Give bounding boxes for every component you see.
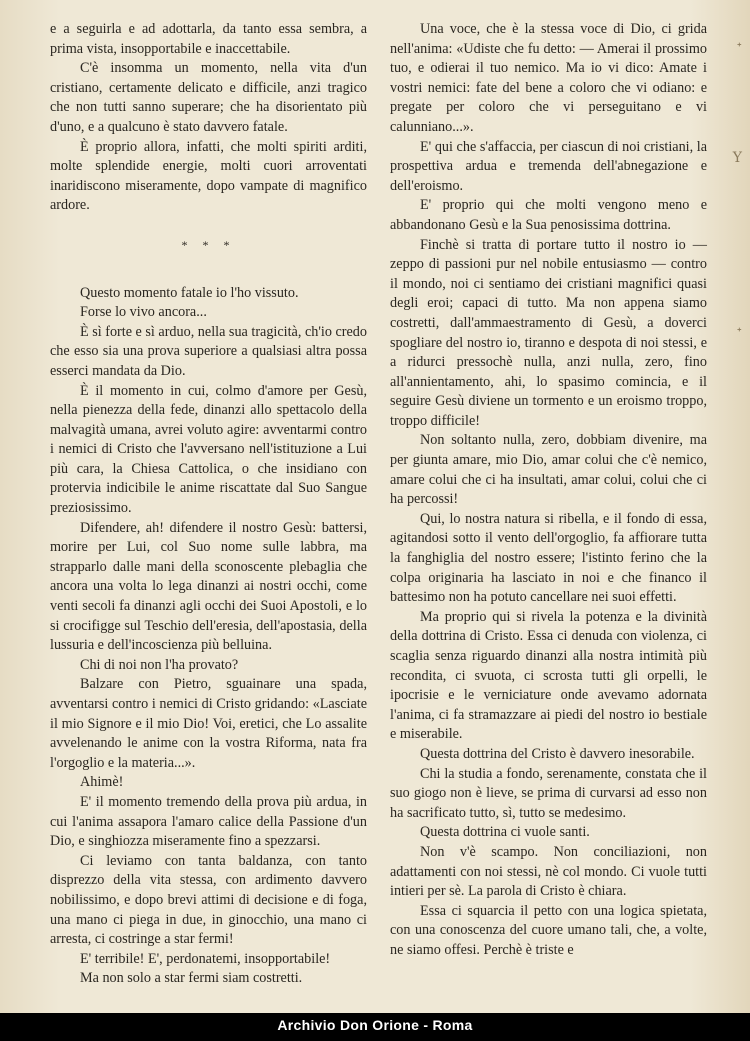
paragraph: Difendere, ah! difendere il nostro Gesù: battersi, morire per Lui, col Suo nome sulle labbra, ma strapparlo dalle mani della sconoscente plebaglia che ancora una volta lo lega dinanzi ai nostri occhi, come venti secoli fa dinanzi agli occhi dei Suoi Apostoli, e lo si crocifigge sul Teschio dell'eresia, dell'apostasia, della lussuria e dell'incoscienza più belluina. xyxy=(50,519,367,654)
paragraph: Ahimè! xyxy=(80,774,124,791)
paragraph: e a seguirla e ad adottarla, da tanto essa sembra, a prima vista, insopportabile e inaccettabile. xyxy=(50,21,367,57)
paragraph: Non v'è scampo. Non conciliazioni, non adattamenti con noi stessi, nè col mondo. Ci vuole tutti intieri per sè. La parola di Cristo è chiara. xyxy=(390,843,707,900)
paragraph: Balzare con Pietro, sguainare una spada, avventarsi contro i nemici di Cristo gridando: «Lasciate il mio Signore e il mio Dio! Voi, eretici, che Lo assalite avvelenando le anime con la vostra Riforma, nata fra l'orgoglio e la materia...». xyxy=(50,676,367,771)
paragraph: Non soltanto nulla, zero, dobbiam divenire, ma per giunta amare, mio Dio, amar colui che c'è nemico, amare colui che ci ha insultati, amar colui, colui che ci ha percossi! xyxy=(390,432,707,508)
paragraph: Chi la studia a fondo, serenamente, constata che il suo giogo non è lieve, se prima di curvarsi ad esso non ha sacrificato tutto, sì, tutto se medesimo. xyxy=(390,765,707,821)
paragraph: Ma proprio qui si rivela la potenza e la divinità della dottrina di Cristo. Essa ci denuda con violenza, ci scaglia senza riguardo dinanzi alla nostra intimità più recondita, ci svuota, ci scrosta tutti gli orpelli, le ipocrisie e le verniciature onde avevamo adornata l'anima, ci fa stramazzare ai piedi del nostro io bestiale e miserabile. xyxy=(390,608,707,743)
archive-footer-label: Archivio Don Orione - Roma xyxy=(277,1017,473,1033)
paragraph: E' qui che s'affaccia, per ciascun di noi cristiani, la prospettiva ardua e tremenda dell'abnegazione e dell'eroismo. xyxy=(390,138,707,194)
margin-mark-icon: ᐩ xyxy=(736,40,742,56)
left-column xyxy=(50,20,367,989)
margin-mark-icon: ᐩ xyxy=(736,325,742,341)
paragraph: E' il momento tremendo della prova più ardua, in cui l'anima assapora l'amaro calice della Passione d'un Dio, e singhiozza miseramente fino a spezzarsi. xyxy=(50,793,367,850)
paragraph: E' terribile! E', perdonatemi, insopportabile! xyxy=(80,950,331,967)
paragraph: È proprio allora, infatti, che molti spiriti arditi, molte splendide energie, molti cuori arroventati inaridiscono miseramente, dopo vampate di magnifico ardore. xyxy=(50,138,367,214)
paragraph: Questa dottrina del Cristo è davvero inesorabile. xyxy=(420,745,695,762)
paragraph: È il momento in cui, colmo d'amore per Gesù, nella pienezza della fede, dinanzi allo spettacolo della malvagità umana, avrei voluto agire: avventarmi contro i nemici di Cristo che l'avversano nell'istituzione a Lui più cara, la Chiesa Cattolica, o che insidiano con protervia indicibile le anime riscattate dal Suo Sangue preziosissimo. xyxy=(50,382,367,517)
margin-mark-icon: Y xyxy=(732,150,742,166)
paragraph: Chi di noi non l'ha provato? xyxy=(80,656,239,673)
paragraph: Ma non solo a star fermi siam costretti. xyxy=(80,970,303,987)
paragraph: Forse lo vivo ancora... xyxy=(80,304,207,321)
paragraph: E' proprio qui che molti vengono meno e abbandonano Gesù e la Sua penosissima dottrina. xyxy=(390,197,707,233)
paragraph: Ci leviamo con tanta baldanza, con tanto disprezzo della vita stessa, con ardimento davvero nobilissimo, e dopo brevi attimi di decisione e di foga, una mano ci piega in due, in ginocchio, una mano ci arresta, ci costringe a star fermi! xyxy=(50,852,367,948)
paragraph: C'è insomma un momento, nella vita d'un cristiano, certamente delicato e difficile, anzi tragico che non tutti sanno superare; che ha disorientato più d'uno, e a qualcuno è stato davvero fatale. xyxy=(50,60,367,135)
paragraph: Una voce, che è la stessa voce di Dio, ci grida nell'anima: «Udiste che fu detto: — Amerai il prossimo tuo, e odierai il tuo nemico. Ma io vi dico: Amate i vostri nemici: fate del bene a coloro che vi odiano: e pregate per coloro che vi perseguitano e vi calunniano...». xyxy=(390,21,707,135)
paragraph: Questa dottrina ci vuole santi. xyxy=(420,824,590,841)
paragraph: Finchè si tratta di portare tutto il nostro io — zeppo di passioni pur nel nobile entusiasmo — contro il mondo, noi ci sentiamo dei cristiani magnifici quasi degli eroi; capaci di tutto. Ma non appena siamo costretti, dall'ammaestramento di Gesù, a doverci spogliare del nostro io, tiranno e despota di noi stessi, e a ridurci pressochè nulla, anzi nulla, zero, fino all'annientamento, ahi, lo spasimo comincia, e il seguire Gesù diviene un tormento e un eroismo troppo, troppo difficile! xyxy=(390,236,707,429)
paragraph: Questo momento fatale io l'ho vissuto. xyxy=(80,284,299,301)
section-separator: * * * xyxy=(181,237,236,252)
paragraph: Essa ci squarcia il petto con una logica spietata, con una conoscenza del cuore umano tali, che, a volte, ne siamo offesi. Perchè è triste e xyxy=(390,902,707,958)
paragraph: È sì forte e sì arduo, nella sua tragicità, ch'io credo che esso sia una prova superiore a qualsiasi altra possa esserci mandata da Dio. xyxy=(50,323,367,379)
paragraph: Qui, lo nostra natura si ribella, e il fondo di essa, agitandosi sotto il vento dell'orgoglio, fa affiorare tutta la fanghiglia del nostro essere; l'istinto ferino che la colpa originaria ha lasciato in noi e che financo il battesimo non ha potuto cancellare nei suoi effetti. xyxy=(390,510,707,606)
right-column xyxy=(390,20,707,961)
